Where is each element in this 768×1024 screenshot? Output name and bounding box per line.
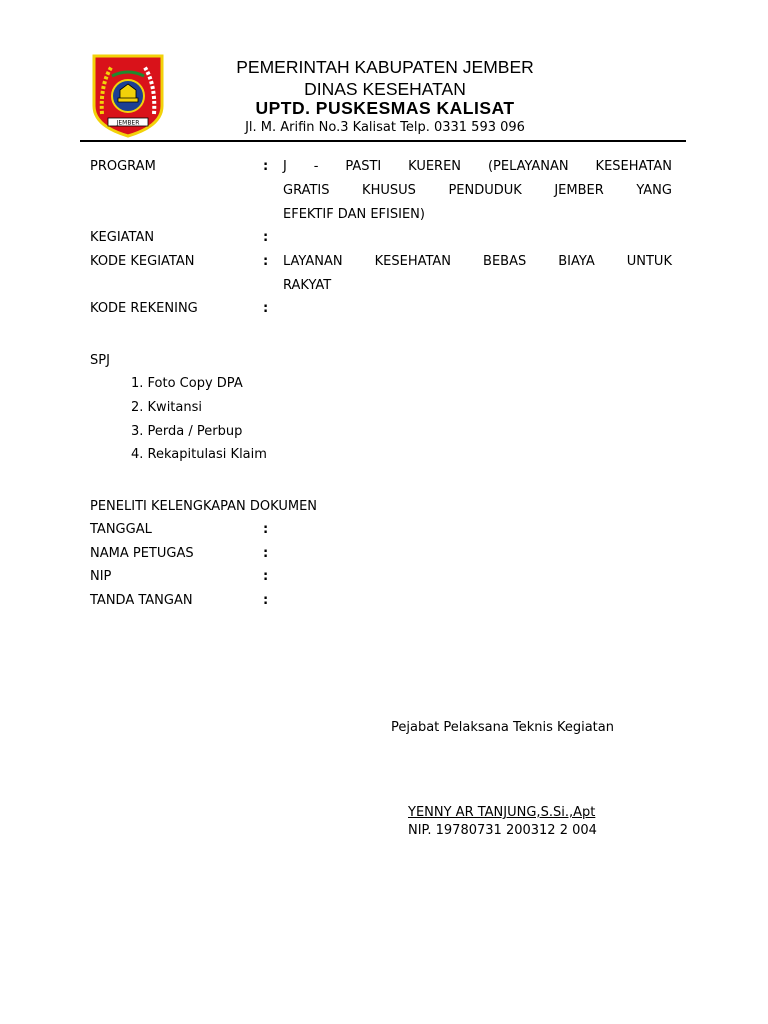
nama-petugas-colon: : xyxy=(263,546,269,561)
tanda-tangan-colon: : xyxy=(263,593,269,608)
spj-title: SPJ xyxy=(90,353,110,368)
spj-item: 4. Rekapitulasi Klaim xyxy=(131,447,267,462)
program-colon: : xyxy=(263,159,269,174)
jember-regency-logo xyxy=(90,54,166,138)
spj-item: 3. Perda / Perbup xyxy=(131,424,243,439)
program-value-line1: J - PASTI KUEREN (PELAYANAN KESEHATAN xyxy=(283,159,672,174)
spj-item: 1. Foto Copy DPA xyxy=(131,376,243,391)
kode-kegiatan-label: KODE KEGIATAN xyxy=(90,254,195,269)
kode-rekening-label: KODE REKENING xyxy=(90,301,198,316)
program-label: PROGRAM xyxy=(90,159,156,174)
kode-kegiatan-value-line2: RAKYAT xyxy=(283,278,332,293)
header-address: Jl. M. Arifin No.3 Kalisat Telp. 0331 593 096 xyxy=(245,120,525,135)
kode-rekening-colon: : xyxy=(263,301,269,316)
peneliti-title: PENELITI KELENGKAPAN DOKUMEN xyxy=(90,499,318,514)
tanggal-label: TANGGAL xyxy=(90,522,152,537)
nama-petugas-label: NAMA PETUGAS xyxy=(90,546,194,561)
nip-colon: : xyxy=(263,569,269,584)
kode-kegiatan-colon: : xyxy=(263,254,269,269)
tanda-tangan-label: TANDA TANGAN xyxy=(90,593,193,608)
header-department-name: DINAS KESEHATAN xyxy=(304,79,466,99)
program-value-line3: EFEKTIF DAN EFISIEN) xyxy=(283,207,425,222)
tanggal-colon: : xyxy=(263,522,269,537)
logo-ribbon-text: JEMBER xyxy=(116,119,140,127)
kode-kegiatan-value-line1: LAYANAN KESEHATAN BEBAS BIAYA UNTUK xyxy=(283,254,672,269)
kegiatan-colon: : xyxy=(263,230,269,245)
signature-nip: NIP. 19780731 200312 2 004 xyxy=(408,823,597,838)
header-divider xyxy=(80,140,686,142)
nip-label: NIP xyxy=(90,569,112,584)
header-puskesmas-name: UPTD. PUSKESMAS KALISAT xyxy=(255,98,515,118)
header-government-name: PEMERINTAH KABUPATEN JEMBER xyxy=(236,57,534,77)
kegiatan-label: KEGIATAN xyxy=(90,230,155,245)
signature-role: Pejabat Pelaksana Teknis Kegiatan xyxy=(391,720,614,735)
spj-item: 2. Kwitansi xyxy=(131,400,202,415)
signature-name: YENNY AR TANJUNG,S.Si.,Apt xyxy=(408,805,596,820)
program-value-line2: GRATIS KHUSUS PENDUDUK JEMBER YANG xyxy=(283,183,672,198)
